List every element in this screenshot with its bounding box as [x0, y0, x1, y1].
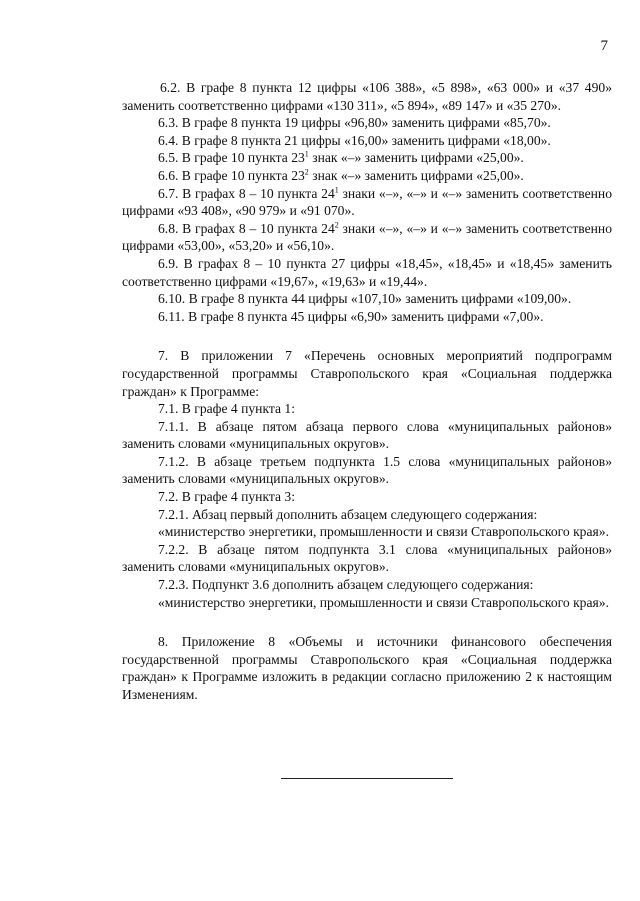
- paragraph-7-1: 7.1. В графе 4 пункта 1:: [158, 401, 295, 417]
- paragraph-6-7: [122, 185, 612, 220]
- document-body: [122, 79, 612, 704]
- paragraph-6-6-rest: знак «–» заменить цифрами «25,00».: [308, 167, 524, 183]
- paragraph-6-8-text: 6.8. В графах 8 – 10 пункта 24: [158, 220, 335, 236]
- paragraph-6-2: 6.2. В графе 8 пункта 12 цифры «106 388», «5 898», «63 000» и «37 490» заменить соответственно цифрами «130 311», «5 894», «89 147» и «35 270».: [122, 80, 612, 113]
- paragraph-6-5-text: 6.5. В графе 10 пункта 23: [158, 150, 305, 166]
- paragraph-7: 7. В приложении 7 «Перечень основных мероприятий подпрограмм государственной программы Ставропольского края «Социальная поддержка граждан» к Программе:: [122, 348, 612, 399]
- section-gap: [122, 325, 612, 347]
- paragraph-7-2-3-quote: «министерство энергетики, промышленности и связи Ставропольского края».: [158, 594, 609, 610]
- superscript: 2: [334, 220, 339, 230]
- paragraph-6-10: 6.10. В графе 8 пункта 44 цифры «107,10» заменить цифрами «109,00».: [158, 291, 572, 307]
- paragraph-6-8-rest: знаки «–», «–» и «–» заменить соответственно цифрами «53,00», «53,20» и «56,10».: [122, 220, 612, 254]
- paragraph-6-5: [122, 149, 612, 167]
- paragraph-7-1-1: 7.1.1. В абзаце пятом абзаца первого слова «муниципальных районов» заменить словами «муниципальных округов».: [122, 418, 612, 452]
- paragraph-6-8: [122, 220, 612, 255]
- paragraph-6-6-text: 6.6. В графе 10 пункта 23: [158, 167, 305, 183]
- paragraph-7-2-1-quote: «министерство энергетики, промышленности и связи Ставропольского края».: [158, 524, 609, 540]
- paragraph-7-2-1: 7.2.1. Абзац первый дополнить абзацем следующего содержания:: [158, 506, 538, 522]
- paragraph-6-11: 6.11. В графе 8 пункта 45 цифры «6,90» заменить цифрами «7,00».: [158, 308, 544, 324]
- paragraph-6-7-text: 6.7. В графах 8 – 10 пункта 24: [158, 185, 335, 201]
- paragraph-7-1-2: 7.1.2. В абзаце третьем подпункта 1.5 слова «муниципальных районов» заменить словами «муниципальных округов».: [122, 453, 612, 487]
- paragraph-6-7-rest: знаки «–», «–» и «–» заменить соответственно цифрами «93 408», «90 979» и «91 070».: [122, 185, 612, 219]
- paragraph-7-2-3: 7.2.3. Подпункт 3.6 дополнить абзацем следующего содержания:: [158, 577, 534, 593]
- page-number: 7: [600, 38, 608, 54]
- paragraph-6-6: [122, 167, 612, 185]
- paragraph-6-3: 6.3. В графе 8 пункта 19 цифры «96,80» заменить цифрами «85,70».: [158, 115, 551, 131]
- superscript: 1: [304, 149, 309, 159]
- paragraph-6-4: 6.4. В графе 8 пункта 21 цифры «16,00» заменить цифрами «18,00».: [158, 132, 551, 148]
- paragraph-8: 8. Приложение 8 «Объемы и источники финансового обеспечения государственной программы Ставропольского края «Социальная поддержка граждан» к Программе изложить в редакции согласно приложению 2 к настоящим Изменениям.: [122, 634, 612, 702]
- section-gap: [122, 611, 612, 633]
- superscript: 2: [304, 167, 309, 177]
- superscript: 1: [334, 185, 339, 195]
- closing-rule: [281, 778, 453, 779]
- paragraph-7-2: 7.2. В графе 4 пункта 3:: [158, 489, 295, 505]
- paragraph-6-9: 6.9. В графах 8 – 10 пункта 27 цифры «18,45», «18,45» и «18,45» заменить соответственно цифрами «19,67», «19,63» и «19,44».: [122, 255, 612, 289]
- paragraph-6-5-rest: знак «–» заменить цифрами «25,00».: [308, 150, 524, 166]
- paragraph-7-2-2: 7.2.2. В абзаце пятом подпункта 3.1 слова «муниципальных районов» заменить словами «муниципальных округов».: [122, 541, 612, 575]
